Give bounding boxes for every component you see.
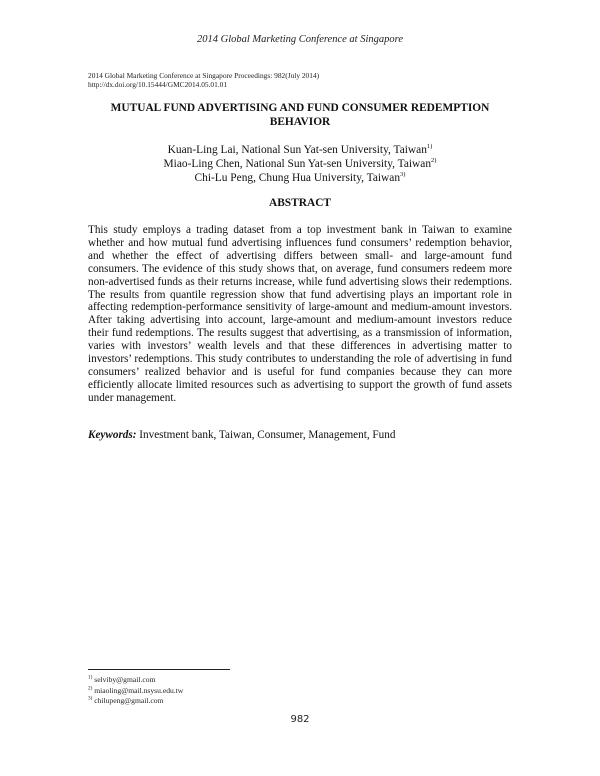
author-footnote-mark: 2) — [431, 157, 437, 165]
abstract-text: This study employs a trading dataset from a top investment bank in Taiwan to examine whether and how mutual fund advertising influences fund consumers’ redemption behavior, and whether the effect of advertising differs between small- and large-amount fund consumers. The evidence of this study shows that, on average, fund consumers redeem more non-advertised funds as their returns increase, while fund advertising slows their redemptions. The results from quantile regression show that fund advertising plays an important role in affecting redemption-performance sensitivity of large-amount and medium-amount investors. After taking advertising into account, large-amount and medium-amount investors reduce their fund redemptions. The results suggest that advertising, as a transmission of information, varies with investors’ wealth levels and that these differences in advertising matter to investors’ redemptions. This study contributes to understanding the role of advertising in fund consumers’ realized behavior and is useful for fund companies because they can more efficiently allocate limited resources such as advertising to support the growth of fund assets under management. — [88, 224, 512, 404]
author-line — [88, 143, 512, 157]
footnote-mark: 3) — [88, 695, 93, 702]
keywords — [88, 429, 512, 442]
footnote-mark: 1) — [88, 674, 93, 681]
keywords-text: Investment bank, Taiwan, Consumer, Management, Fund — [139, 429, 396, 441]
footnote — [88, 696, 183, 707]
author-name: Kuan-Ling Lai, National Sun Yat-sen University, Taiwan — [167, 144, 427, 156]
footnote-email[interactable]: miaoling@mail.nsysu.edu.tw — [94, 685, 184, 695]
abstract-heading: ABSTRACT — [268, 197, 332, 209]
author-footnote-mark: 1) — [426, 143, 433, 151]
paper-title-line-1: MUTUAL FUND ADVERTISING AND FUND CONSUMER REDEMPTION — [110, 102, 490, 114]
footnotes — [88, 675, 183, 707]
author-line — [88, 171, 512, 185]
footnote — [88, 675, 183, 686]
footnote — [88, 686, 183, 697]
keywords-label: Keywords: — [88, 429, 137, 441]
author-list — [88, 143, 512, 185]
paper-title-line-2: BEHAVIOR — [269, 116, 331, 128]
author-footnote-mark: 3) — [400, 171, 406, 179]
page-number: 982 — [290, 714, 310, 725]
paper-title — [88, 101, 512, 129]
footnote-email[interactable]: chilupeng@gmail.com — [94, 696, 164, 705]
footnote-divider — [88, 669, 230, 670]
running-header: 2014 Global Marketing Conference at Singapore — [197, 34, 403, 45]
author-line — [88, 157, 512, 171]
footnote-email[interactable]: selviby@gmail.com — [94, 675, 156, 684]
doi-link[interactable]: http://dx.doi.org/10.15444/GMC2014.05.01.01 — [88, 80, 228, 89]
footnote-mark: 2) — [88, 684, 93, 691]
proceedings-info — [88, 71, 319, 89]
author-name: Miao-Ling Chen, National Sun Yat-sen University, Taiwan — [163, 158, 432, 170]
author-name: Chi-Lu Peng, Chung Hua University, Taiwan — [194, 172, 401, 184]
proceedings-citation: 2014 Global Marketing Conference at Singapore Proceedings: 982(July 2014) — [88, 71, 320, 80]
